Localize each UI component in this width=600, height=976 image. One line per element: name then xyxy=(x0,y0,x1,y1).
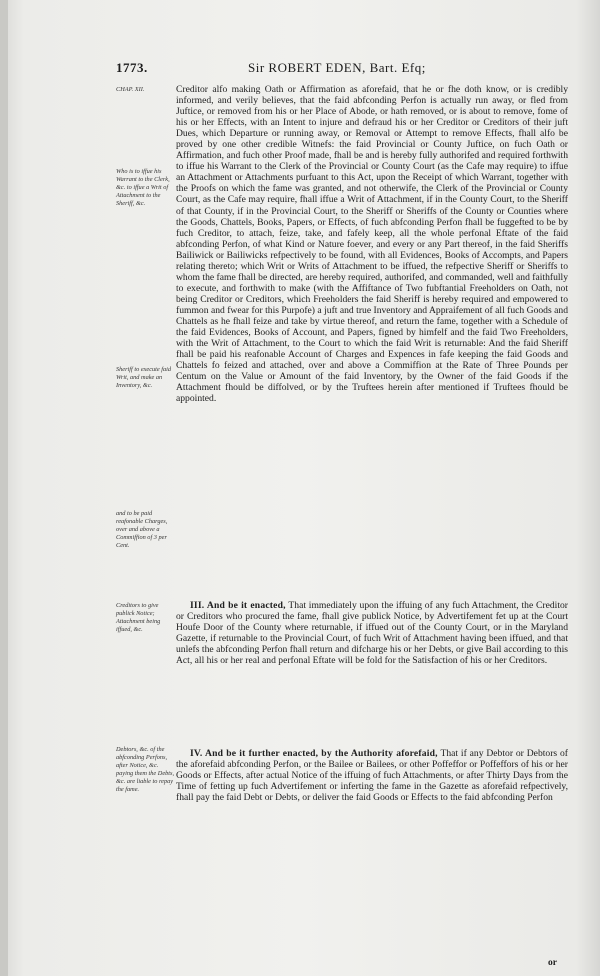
section-3-text: That immediately upon the iffuing of any fuch Attachment, the Creditor or Creditors who procured the fame, fhall give publick Notice, by Advertifement fet up at the Court Houfe Door of the County where returnable, if iffued out of the County Court, or in the Maryland Gazette, if returnable to the Provincial Court, of fuch Writ of Attachment having been iffued, and that unlefs the abfconding Perfon fhall return and difcharge his or her Debts, or give Bail according to this Act, all his or her real and perfonal Eftate will be fold for the Satisfaction of his or her Creditors. xyxy=(176,600,568,667)
section-4-text: That if any Debtor or Debtors of the aforefaid abfconding Perfon, or the Bailee or Bailees, or other Poffeffor or Poffeffors of his or her Goods or Effects, after actual Notice of the iffuing of fuch Attachments, or after Thirty Days from the Time of fetting up fuch Advertifement or inferting the fame in the Gazette as aforefaid refpectively, fhall pay the faid Debt or Debts, or deliver the faid Goods or Effects to the faid abfconding Perfon xyxy=(176,748,568,804)
paragraph-2 xyxy=(176,600,568,666)
margin-note-chapter: CHAP. XII. xyxy=(116,86,145,93)
running-title: Sir ROBERT EDEN, Bart. Efq; xyxy=(248,60,426,75)
margin-note-sheriff: Sheriff to execute faid Writ, and make an Inventory, &c. xyxy=(116,366,172,389)
section-4 xyxy=(176,748,568,803)
page-header xyxy=(118,60,578,80)
margin-note-warrant: Who is to iffue his Warrant to the Clerk, &c. to iffue a Writ of Attachment to the Sheriff, &c. xyxy=(116,168,170,207)
section-4-heading: IV. And be it further enacted, by the Authority aforefaid, xyxy=(190,748,438,759)
section-3-heading: III. And be it enacted, xyxy=(190,600,286,611)
margin-note-debtors: Debtors, &c. of the abfconding Perfons, after Notice, &c. paying them the Debts, &c. are liable to repay the fame. xyxy=(116,746,175,793)
section-3 xyxy=(176,600,568,666)
margin-note-creditors: Creditors to give publick Notice; Attachment being iffued, &c. xyxy=(116,602,161,633)
margin-note-charges: and to be paid reafonable Charges, over and above a Commiffion of 3 per Cent. xyxy=(116,510,168,549)
body-text xyxy=(176,84,568,404)
paragraph-1: Creditor alfo making Oath or Affirmation as aforefaid, that he or fhe doth know, or is credibly informed, and verily believes, that the faid abfconding Perfon is actually run away, or fled from Juftice, or removed from his or her Place of Abode, or hath removed, or is about to remove, fome of his or her Effects, with an Intent to injure and defraud his or her Creditor or Creditors of their juft Dues, which Departure or running away, or Removal or Attempt to remove Effects, fhall alfo be proved by one other credible Witnefs: the faid Provincial or County Juftice, on fuch Oath or Affirmation, and fuch other Proof made, fhall be and is hereby fully authorifed and required forthwith to iffue his Warrant to the Clerk of the Provincial or County Court (as the Cafe may require) to iffue an Attachment or Attachments purfuant to this Act, upon the Receipt of which Warrant, together with the Proofs on which the fame was granted, and not otherwife, the Clerk of the Provincial or County Court, as the Cafe may require, fhall iffue a Writ of Attachment, if in the County Court, to the Sheriff of that County, if in the Provincial Court, to the Sheriff or Sheriffs of the County or Counties where the Goods, Chattels, Books, Papers, or Effects, of fuch abfconding Perfon fhall be fuggefted to be by fuch Creditor, to attach, feize, take, and fafely keep, all the whole perfonal Eftate of the faid abfconding Perfon, of what Kind or Nature foever, and every or any Part thereof, in the faid Sheriffs Bailiwick or Bailiwicks refpectively to be found, with all Evidences, Books of Accompts, and Papers relating thereto; which Writ or Writs of Attachment to be iffued, the refpective Sheriff or Sheriffs to whom the fame fhall be directed, are hereby required, authorifed, and commanded, well and faithfully to execute, and forthwith to make (with the Affiftance of Two fubftantial Freeholders on Oath, not being Creditor or Creditors, which Freeholders the faid Sheriff is hereby required and empowered to fummon and fwear for this Purpofe) a juft and true Inventory and Appraifement of all fuch Goods and Chattels as he fhall feize and take by virtue thereof, and return the fame, together with a Schedule of the faid Evidences, Books of Account, and Papers, figned by himfelf and the faid Two Freeholders, with the Writ of Attachment, to the Court to which the faid Writ is returnable: And the faid Sheriff fhall be paid his reafonable Account of Charges and Expences in fafe keeping the faid Goods and Chattels fo feized and attached, over and above a Commiffion at the Rate of Three Pounds per Centum on the Value or Amount of the faid Inventory, by the Owner of the faid Goods if the Attachment fhould be diffolved, or by the Truftees herein after mentioned if Truftees fhould be appointed. xyxy=(176,84,568,405)
page-number: 1773. xyxy=(116,60,148,75)
catchword: or xyxy=(548,958,557,968)
paragraph-3 xyxy=(176,748,568,803)
page-spine-shadow xyxy=(0,0,8,976)
